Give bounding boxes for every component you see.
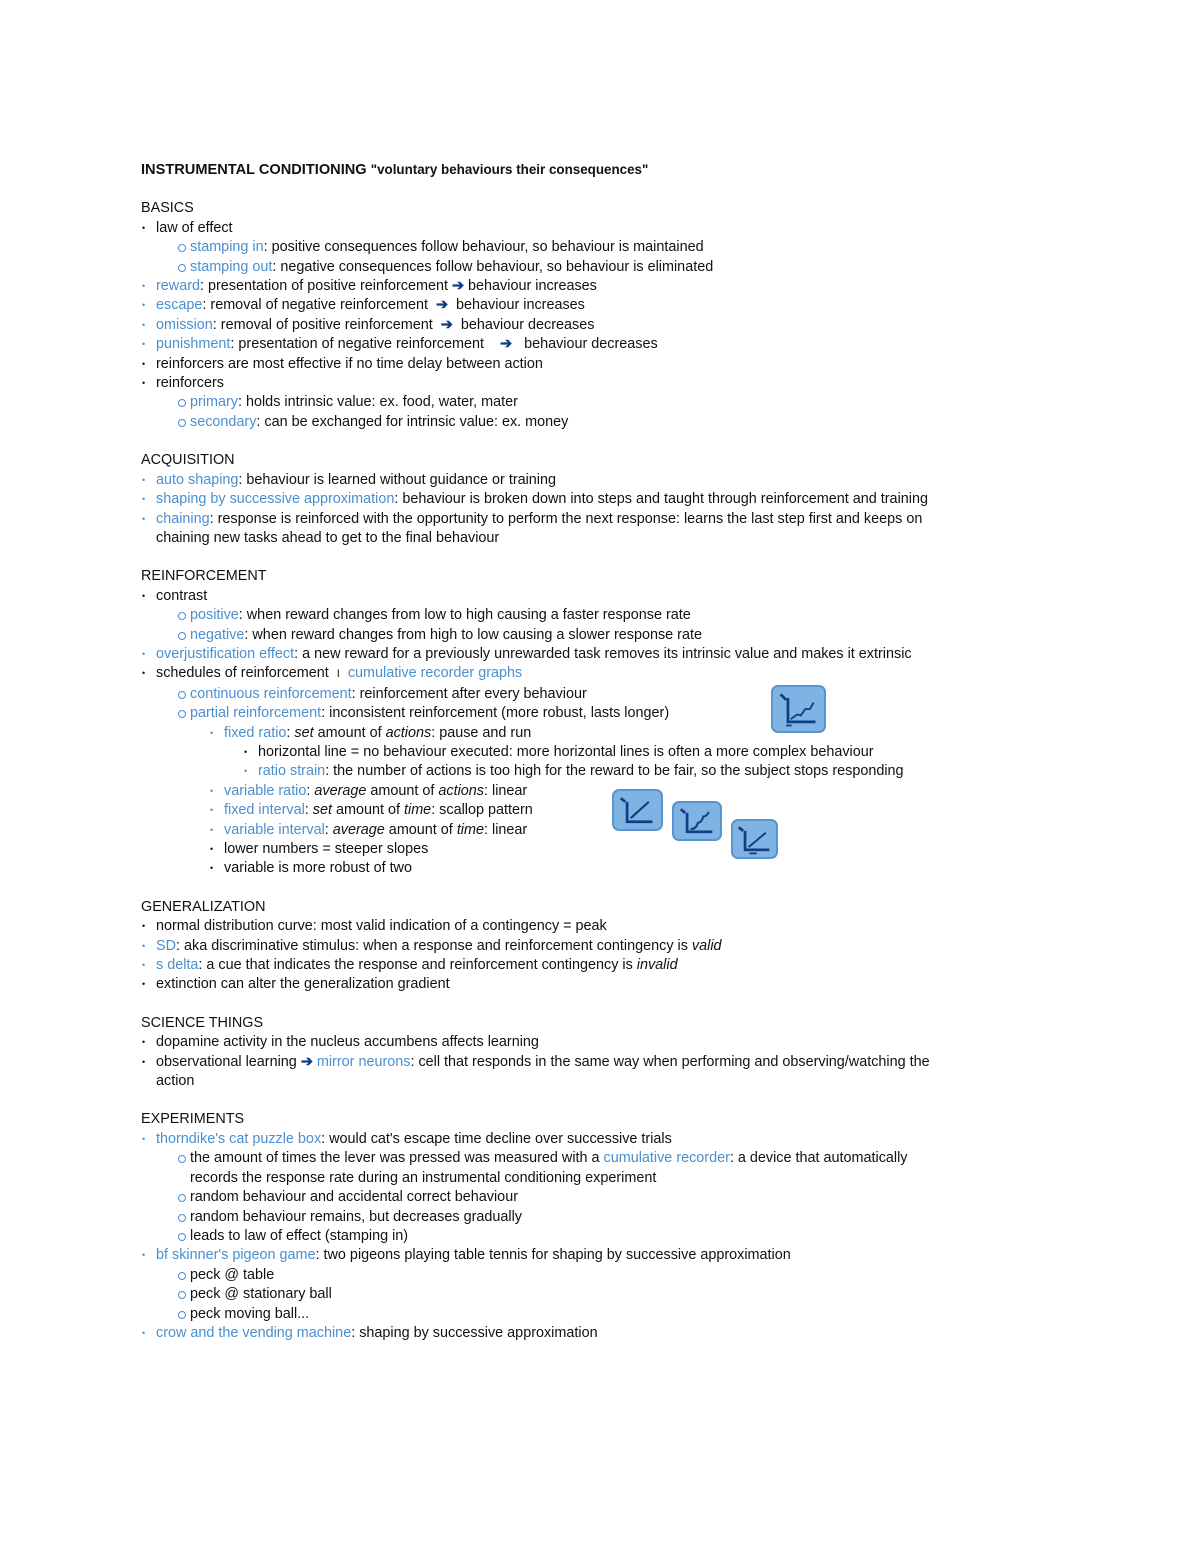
list-item: stamping out: negative consequences follow behaviour, so behaviour is eliminated <box>141 258 1056 277</box>
list-item: • fixed ratio: set amount of actions: pause and run <box>141 724 1056 743</box>
list-item-continuation: action <box>156 1073 195 1090</box>
list-item-continuation: records the response rate during an instrumental conditioning experiment <box>190 1169 657 1186</box>
list-item: • overjustification effect: a new reward for a previously unrewarded task removes its intrinsic value and makes it extrinsic <box>141 645 1056 664</box>
page-title <box>141 160 1056 180</box>
arrow-right-icon: ➔ <box>500 336 513 353</box>
list-item: leads to law of effect (stamping in) <box>141 1227 1056 1246</box>
list-item: • punishment: presentation of negative reinforcement ➔ behaviour decreases <box>141 335 1056 354</box>
list-item: • crow and the vending machine: shaping by successive approximation <box>141 1324 1056 1343</box>
arrow-right-icon: ➔ <box>300 1053 313 1070</box>
list-item: • normal distribution curve: most valid indication of a contingency = peak <box>141 917 1056 936</box>
list-item: • horizontal line = no behaviour executed: more horizontal lines is often a more complex behaviour <box>141 743 1056 762</box>
list-item: • variable ratio: average amount of actions: linear <box>141 782 1056 801</box>
list-item: the amount of times the lever was pressed was measured with a cumulative recorder: a device that automatically <box>141 1149 1056 1168</box>
list-item-continuation: chaining new tasks ahead to get to the final behaviour <box>156 529 500 546</box>
list-item: • escape: removal of negative reinforcement ➔ behaviour increases <box>141 296 1056 315</box>
fixed-ratio-graph-icon <box>612 789 663 831</box>
arrow-right-icon: ➔ <box>440 316 453 333</box>
title-main: INSTRUMENTAL CONDITIONING <box>141 162 367 178</box>
list-item: primary: holds intrinsic value: ex. food, water, mater <box>141 393 1056 412</box>
arrow-right-icon: ➔ <box>435 297 449 314</box>
list-item: • observational learning ➔ mirror neurons: cell that responds in the same way when performing and observing/watching the <box>141 1053 1056 1072</box>
list-item: • bf skinner's pigeon game: two pigeons playing table tennis for shaping by successive approximation <box>141 1246 1056 1265</box>
list-item: • schedules of reinforcement I cumulative recorder graphs <box>141 664 1056 684</box>
list-item: • reinforcers are most effective if no time delay between action <box>141 355 1056 374</box>
list-item: • dopamine activity in the nucleus accumbens affects learning <box>141 1033 1056 1052</box>
list-item: • chaining: response is reinforced with the opportunity to perform the next response: learns the last step first and keeps on <box>141 510 1056 529</box>
list-item: • reward: presentation of positive reinforcement ➔ behaviour increases <box>141 277 1056 296</box>
list-item: • ratio strain: the number of actions is too high for the reward to be fair, so the subject stops responding <box>141 762 1056 781</box>
list-item: • shaping by successive approximation: behaviour is broken down into steps and taught through reinforcement and training <box>141 490 1056 509</box>
list-item: • extinction can alter the generalization gradient <box>141 975 1056 994</box>
list-item: • variable is more robust of two <box>141 859 1056 878</box>
section-heading: EXPERIMENTS <box>141 1111 245 1128</box>
list-item: partial reinforcement: inconsistent reinforcement (more robust, lasts longer) <box>141 704 1056 723</box>
list-item: • auto shaping: behaviour is learned without guidance or training <box>141 471 1056 490</box>
section-basics <box>141 199 1056 432</box>
list-item: secondary: can be exchanged for intrinsic value: ex. money <box>141 413 1056 432</box>
list-item: • omission: removal of positive reinforcement ➔ behaviour decreases <box>141 316 1056 335</box>
section-heading: SCIENCE THINGS <box>141 1014 264 1031</box>
list-item: peck @ stationary ball <box>141 1285 1056 1304</box>
variable-interval-graph-icon <box>731 819 778 859</box>
list-item: random behaviour remains, but decreases gradually <box>141 1208 1056 1227</box>
list-item: continuous reinforcement: reinforcement after every behaviour <box>141 685 1056 704</box>
section-heading: ACQUISITION <box>141 452 235 469</box>
cumulative-graph-icon <box>771 685 826 733</box>
section-heading: BASICS <box>141 200 194 217</box>
section-reinforcement <box>141 567 1056 879</box>
list-item: peck @ table <box>141 1266 1056 1285</box>
list-item: • fixed interval: set amount of time: scallop pattern <box>141 801 1056 820</box>
list-item: stamping in: positive consequences follow behaviour, so behaviour is maintained <box>141 238 1056 257</box>
section-experiments <box>141 1110 1056 1343</box>
section-science <box>141 1014 1056 1092</box>
list-item: • contrast <box>141 587 1056 606</box>
list-item: negative: when reward changes from high to low causing a slower response rate <box>141 626 1056 645</box>
list-item: • thorndike's cat puzzle box: would cat's escape time decline over successive trials <box>141 1130 1056 1149</box>
list-item: random behaviour and accidental correct behaviour <box>141 1188 1056 1207</box>
section-acquisition <box>141 451 1056 548</box>
document-body <box>141 160 1056 1343</box>
list-item: • lower numbers = steeper slopes <box>141 840 1056 859</box>
title-subtitle: "voluntary behaviours their consequences" <box>370 162 649 177</box>
list-item: • law of effect <box>141 219 1056 238</box>
section-heading: REINFORCEMENT <box>141 568 267 585</box>
list-item: • reinforcers <box>141 374 1056 393</box>
arrow-right-icon: ➔ <box>451 278 465 295</box>
list-item: positive: when reward changes from low to high causing a faster response rate <box>141 606 1056 625</box>
list-item: • SD: aka discriminative stimulus: when a response and reinforcement contingency is valid <box>141 937 1056 956</box>
section-heading: GENERALIZATION <box>141 898 266 915</box>
list-item: • s delta: a cue that indicates the response and reinforcement contingency is invalid <box>141 956 1056 975</box>
fixed-interval-graph-icon <box>672 801 722 841</box>
list-item: • variable interval: average amount of time: linear <box>141 821 1056 840</box>
list-item: peck moving ball... <box>141 1305 1056 1324</box>
section-generalization <box>141 898 1056 995</box>
